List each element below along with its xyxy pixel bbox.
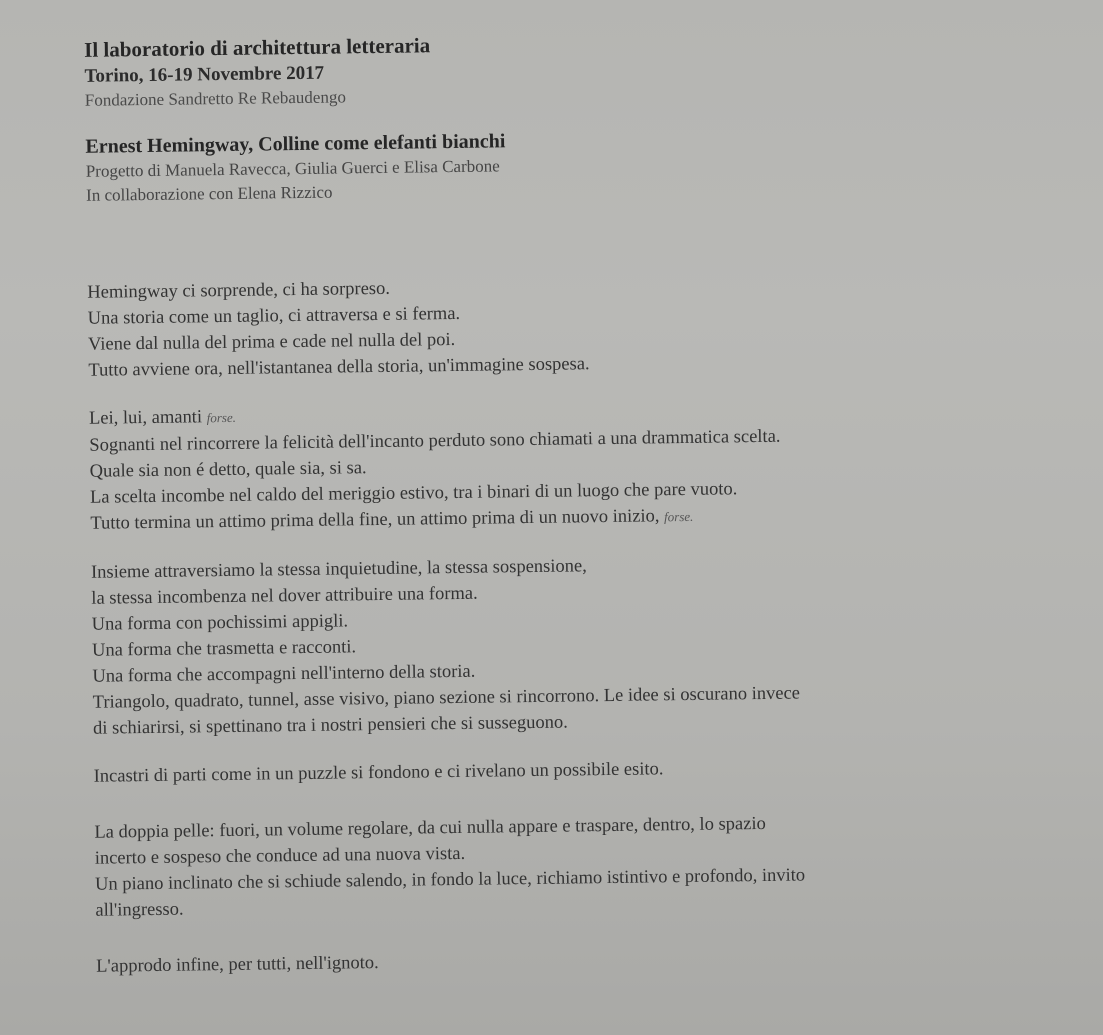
header-block [70,23,1071,112]
text-line: Una forma che trasmetta e racconti. [91,637,357,661]
text-fragment: Lei, lui, amanti [88,407,207,429]
paragraph-2 [75,393,1077,538]
text-line: Una storia come un taglio, ci attraversa e si ferma. [87,303,461,329]
text-line: Incastri di parti come in un puzzle si fondono e ci rivelano un possibile esito. [93,759,664,787]
text-line: Una forma che accompagni nell'interno della storia. [92,661,476,687]
text-line: Viene dal nulla del prima e cade nel nulla del poi. [87,329,456,355]
event-venue: Fondazione Sandretto Re Rebaudengo [84,87,347,110]
text-line: incerto e sospeso che conduce ad una nuova vista. [94,843,466,869]
emphasis-word: forse. [206,409,237,426]
emphasis-word: forse. [664,508,694,525]
text-line: di schiarirsi, si spettinano tra i nostri pensieri che si susseguono. [92,712,568,739]
project-credit: Progetto di Manuela Ravecca, Giulia Guerci e Elisa Carbone [85,156,500,181]
paragraph-1 [73,267,1074,384]
project-collaboration: In collaborazione con Elena Rizzico [85,182,333,205]
body-text [73,267,1082,980]
paragraph-3 [77,547,1079,742]
text-line: Insieme attraversiamo la stessa inquietudine, la stessa sospensione, [90,556,587,583]
event-date: Torino, 16-19 Novembre 2017 [84,62,325,87]
text-fragment: Tutto termina un attimo prima della fine, un attimo prima di un nuovo inizio, [90,506,665,534]
text-line: La scelta incombe nel caldo del meriggio estivo, tra i binari di un luogo che pare vuoto. [89,479,738,508]
document-text [70,23,1083,1002]
text-line: Tutto avviene ora, nell'istantanea della storia, un'immagine sospesa. [88,354,590,381]
text-line: La doppia pelle: fuori, un volume regolare, da cui nulla appare e traspare, dentro, lo spazio [94,813,766,843]
paragraph-6 [82,941,1082,980]
paragraph-5 [80,807,1081,924]
text-line: Quale sia non é detto, quale sia, si sa. [89,458,367,482]
text-line: Triangolo, quadrato, tunnel, asse visivo, piano sezione si rincorrono. Le idee si oscurano invece [92,683,801,713]
text-line: Hemingway ci sorprende, ci ha sorpreso. [87,278,391,303]
document-title: Il laboratorio di architettura letteraria [84,33,431,62]
text-line: all'ingresso. [95,899,184,921]
text-line: Una forma con pochissimi appigli. [91,611,349,635]
text-line: Sognanti nel rincorrere la felicità dell'incanto perduto sono chiamati a una drammatica scelta. [89,426,781,456]
project-block [71,121,1072,208]
text-line: la stessa incombenza nel dover attribuire una forma. [91,583,478,609]
text-line: L'approdo infine, per tutti, nell'ignoto. [96,953,379,977]
paragraph-4 [80,751,1080,790]
text-line: Un piano inclinato che si schiude salendo, in fondo la luce, richiamo istintivo e profondo, invito [94,865,806,895]
project-title: Ernest Hemingway, Colline come elefanti bianchi [85,130,506,158]
